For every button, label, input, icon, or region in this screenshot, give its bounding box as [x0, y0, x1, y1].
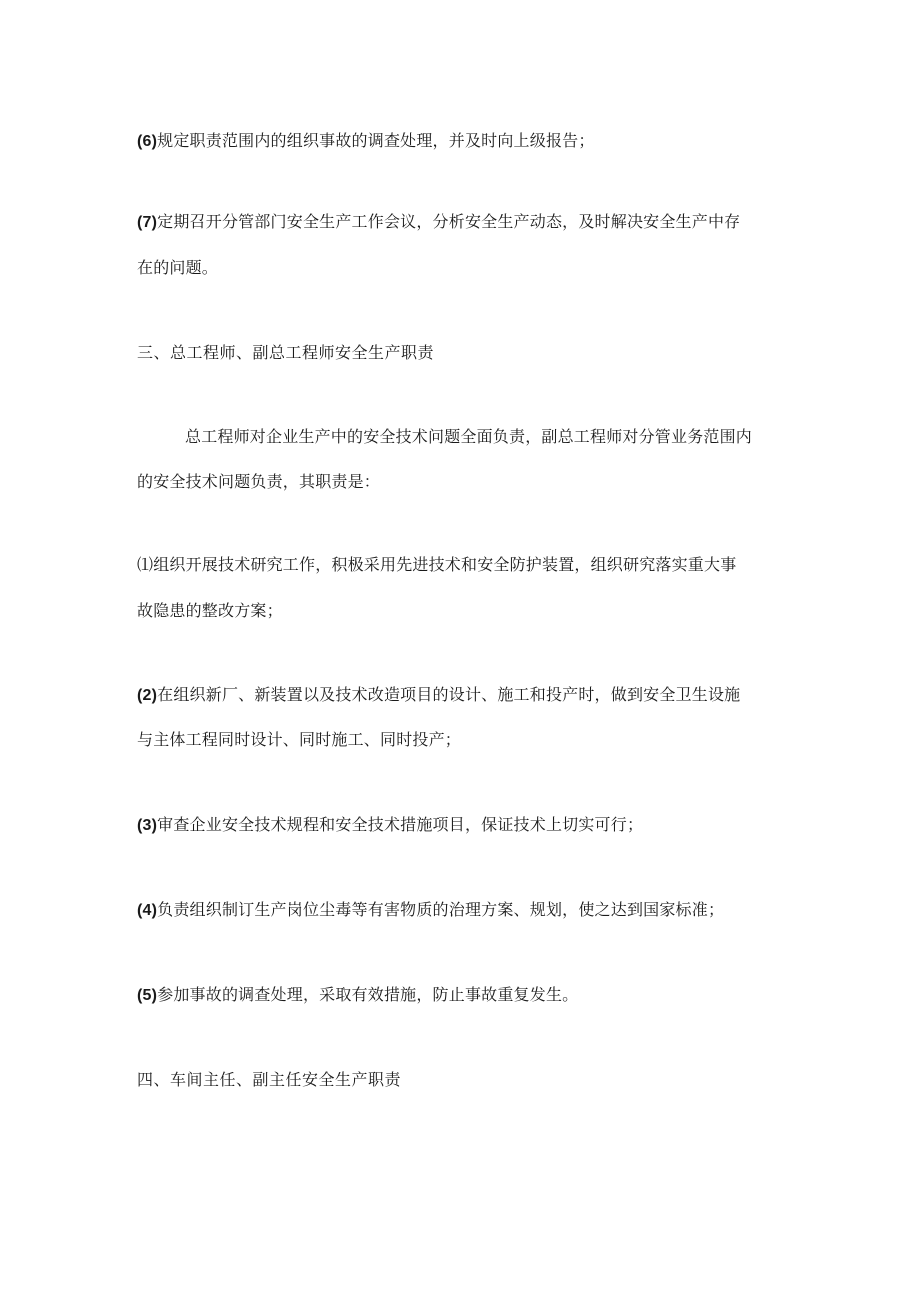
item-number: (5) — [137, 987, 158, 1004]
list-item-1-continuation: 故隐患的整改方案； — [137, 601, 283, 620]
list-item-2-continuation: 与主体工程同时设计、同时施工、同时投产； — [137, 730, 462, 749]
item-number: ⑴ — [137, 555, 154, 574]
list-item-3 — [137, 815, 787, 836]
item-number: (4) — [137, 902, 158, 919]
item-number: (3) — [137, 817, 158, 834]
item-text: 组织开展技术研究工作，积极采用先进技术和安全防护装置，组织研究落实重大事 — [153, 555, 737, 574]
item-text: 定期召开分管部门安全生产工作会议，分析安全生产动态，及时解决安全生产中存 — [157, 212, 741, 231]
section-3-intro-line-1: 总工程师对企业生产中的安全技术问题全面负责，副总工程师对分管业务范围内 — [185, 427, 753, 446]
list-item-6 — [137, 131, 787, 152]
list-item-7 — [137, 212, 787, 233]
item-text: 在组织新厂、新装置以及技术改造项目的设计、施工和投产时，做到安全卫生设施 — [157, 685, 741, 704]
section-3-heading: 三、总工程师、副总工程师安全生产职责 — [137, 343, 435, 362]
item-text: 参加事故的调查处理，采取有效措施，防止事故重复发生。 — [157, 985, 579, 1004]
item-text: 负责组织制订生产岗位尘毒等有害物质的治理方案、规划，使之达到国家标准； — [157, 900, 725, 919]
list-item-5 — [137, 985, 787, 1006]
list-item-4 — [137, 900, 787, 921]
item-text: 审查企业安全技术规程和安全技术措施项目，保证技术上切实可行； — [157, 815, 644, 834]
list-item-7-continuation: 在的问题。 — [137, 258, 219, 277]
list-item-2 — [137, 685, 787, 706]
item-number: (2) — [137, 687, 158, 704]
item-text: 规定职责范围内的组织事故的调查处理，并及时向上级报告； — [157, 131, 595, 150]
item-number: (6) — [137, 133, 158, 150]
item-number: (7) — [137, 214, 158, 231]
list-item-1 — [137, 555, 787, 575]
section-4-heading: 四、车间主任、副主任安全生产职责 — [137, 1070, 402, 1089]
section-3-intro-line-2: 的安全技术问题负责，其职责是： — [137, 472, 381, 491]
